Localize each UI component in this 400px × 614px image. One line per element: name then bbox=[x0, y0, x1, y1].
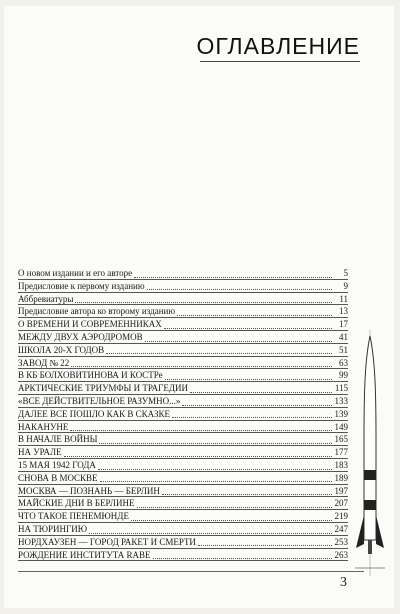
toc-entry[interactable] bbox=[18, 497, 348, 509]
toc-entry[interactable] bbox=[18, 331, 348, 343]
toc-entry-title: НА ТЮРИНГИЮ bbox=[18, 523, 87, 534]
toc-leader-dots bbox=[98, 461, 332, 470]
toc-leader-dots bbox=[147, 281, 332, 290]
toc-leader-dots bbox=[64, 448, 332, 457]
toc-entry[interactable] bbox=[18, 357, 348, 369]
toc-entry[interactable] bbox=[18, 369, 348, 381]
toc-entry-page: 219 bbox=[334, 511, 348, 522]
toc-entry-page: 99 bbox=[339, 370, 348, 381]
toc-leader-dots bbox=[134, 269, 332, 278]
toc-leader-dots bbox=[71, 358, 332, 367]
toc-entry[interactable] bbox=[18, 472, 348, 484]
toc-entry[interactable] bbox=[18, 510, 348, 522]
toc-leader-dots bbox=[89, 525, 332, 534]
toc-leader-dots bbox=[198, 537, 332, 546]
toc-entry-title: НА УРАЛЕ bbox=[18, 447, 62, 458]
toc-entry-title: ШКОЛА 20-Х ГОДОВ bbox=[18, 344, 105, 355]
toc-entry[interactable] bbox=[18, 382, 348, 394]
toc-entry-page: 5 bbox=[343, 268, 348, 278]
toc-entry-page: 197 bbox=[334, 485, 348, 496]
table-of-contents bbox=[18, 267, 348, 561]
toc-entry-title: ЧТО ТАКОЕ ПЕНЕМЮНДЕ bbox=[18, 511, 129, 522]
toc-entry-page: 263 bbox=[334, 549, 348, 560]
toc-entry-title: В КБ БОЛХОВИТИНОВА И КОСТРе bbox=[18, 370, 163, 381]
toc-entry-title: АРКТИЧЕСКИЕ ТРИУМФЫ И ТРАГЕДИИ bbox=[18, 383, 189, 394]
toc-entry[interactable] bbox=[18, 293, 348, 305]
toc-entry-page: 207 bbox=[334, 498, 348, 509]
toc-entry-page: 247 bbox=[334, 523, 348, 534]
toc-entry-page: 139 bbox=[334, 408, 348, 419]
toc-entry-title: «ВСЕ ДЕЙСТВИТЕЛЬНОЕ РАЗУМНО...» bbox=[18, 395, 181, 406]
toc-entry[interactable] bbox=[18, 395, 348, 407]
rocket-illustration-icon bbox=[355, 330, 385, 580]
toc-entry-title: О ВРЕМЕНИ И СОВРЕМЕННИКАХ bbox=[18, 319, 162, 330]
toc-entry-title: О новом издании и его авторе bbox=[18, 268, 133, 278]
toc-entry-title: Предисловие автора ко второму изданию bbox=[18, 306, 176, 317]
toc-entry-page: 183 bbox=[334, 459, 348, 470]
toc-entry[interactable] bbox=[18, 421, 348, 433]
toc-entry-title: НАКАНУНЕ bbox=[18, 421, 69, 432]
toc-leader-dots bbox=[164, 320, 332, 329]
footer-rule bbox=[18, 571, 364, 572]
toc-entry[interactable] bbox=[18, 446, 348, 458]
toc-leader-dots bbox=[182, 397, 332, 406]
toc-leader-dots bbox=[162, 486, 332, 495]
toc-entry-page: 9 bbox=[343, 280, 348, 291]
toc-entry-title: Аббревиатуры bbox=[18, 293, 74, 304]
toc-entry-title: 15 МАЯ 1942 ГОДА bbox=[18, 459, 96, 470]
toc-leader-dots bbox=[75, 294, 332, 303]
toc-entry-title: МЕЖДУ ДВУХ АЭРОДРОМОВ bbox=[18, 331, 143, 342]
toc-leader-dots bbox=[153, 550, 332, 559]
toc-entry-page: 13 bbox=[339, 306, 348, 317]
toc-entry[interactable] bbox=[18, 267, 348, 279]
toc-leader-dots bbox=[145, 333, 332, 342]
toc-entry-page: 63 bbox=[339, 357, 348, 368]
toc-leader-dots bbox=[165, 371, 332, 380]
toc-entry-title: СНОВА В МОСКВЕ bbox=[18, 472, 98, 483]
toc-entry-page: 11 bbox=[339, 293, 348, 304]
page-number: 3 bbox=[340, 575, 347, 590]
toc-entry-page: 41 bbox=[339, 331, 348, 342]
toc-entry[interactable] bbox=[18, 318, 348, 330]
toc-entry-page: 253 bbox=[334, 536, 348, 547]
toc-leader-dots bbox=[172, 409, 332, 418]
toc-entry[interactable] bbox=[18, 485, 348, 497]
toc-entry[interactable] bbox=[18, 523, 348, 535]
toc-entry[interactable] bbox=[18, 344, 348, 356]
toc-entry[interactable] bbox=[18, 408, 348, 420]
toc-entry-page: 165 bbox=[334, 434, 348, 445]
toc-entry-page: 189 bbox=[334, 472, 348, 483]
toc-leader-dots bbox=[137, 499, 333, 508]
toc-entry-page: 51 bbox=[339, 344, 348, 355]
title-underline bbox=[200, 61, 360, 62]
toc-entry[interactable] bbox=[18, 305, 348, 317]
toc-entry-title: В НАЧАЛЕ ВОЙНЫ bbox=[18, 434, 98, 445]
toc-leader-dots bbox=[99, 435, 332, 444]
toc-leader-dots bbox=[131, 512, 332, 521]
toc-leader-dots bbox=[177, 307, 332, 316]
toc-leader-dots bbox=[70, 422, 332, 431]
toc-entry-page: 133 bbox=[334, 395, 348, 406]
toc-entry[interactable] bbox=[18, 433, 348, 445]
toc-entry-page: 177 bbox=[334, 447, 348, 458]
toc-leader-dots bbox=[100, 473, 332, 482]
toc-entry-title: РОЖДЕНИЕ ИНСТИТУТА RABE bbox=[18, 549, 151, 560]
toc-leader-dots bbox=[106, 345, 332, 354]
toc-leader-dots bbox=[190, 384, 332, 393]
page-title: ОГЛАВЛЕНИЕ bbox=[196, 33, 360, 59]
toc-entry-title: ДАЛЕЕ ВСЕ ПОШЛО КАК В СКАЗКЕ bbox=[18, 408, 170, 419]
toc-entry[interactable] bbox=[18, 536, 348, 548]
toc-entry-title: МОСКВА — ПОЗНАНЬ — БЕРЛИН bbox=[18, 485, 160, 496]
toc-entry[interactable] bbox=[18, 280, 348, 292]
toc-entry-title: МАЙСКИЕ ДНИ В БЕРЛИНЕ bbox=[18, 498, 135, 509]
toc-entry[interactable] bbox=[18, 459, 348, 471]
toc-entry-title: НОРДХАУЗЕН — ГОРОД РАКЕТ И СМЕРТИ bbox=[18, 536, 196, 547]
toc-entry-title: Предисловие к первому изданию bbox=[18, 280, 145, 291]
toc-entry-page: 115 bbox=[334, 383, 348, 394]
toc-entry[interactable] bbox=[18, 549, 348, 561]
toc-entry-page: 17 bbox=[339, 319, 348, 330]
toc-entry-title: ЗАВОД № 22 bbox=[18, 357, 70, 368]
toc-entry-page: 149 bbox=[334, 421, 348, 432]
